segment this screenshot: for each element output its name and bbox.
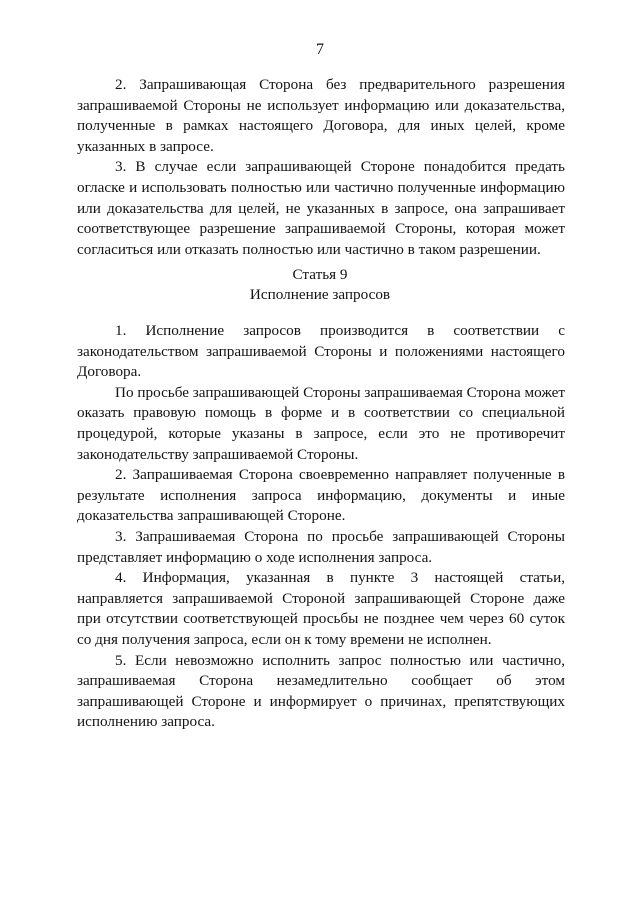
paragraph-8-3: 3. В случае если запрашивающей Стороне понадобится предать огласке и использовать полностью или частично полученные информацию или доказательства для целей, не указанных в запросе, она запрашивает соответствующее разрешение запрашиваемой Стороны, которая может согласиться или отказать полностью или частично в таком разрешении. xyxy=(77,158,565,258)
article-number: Статья 9 xyxy=(292,266,348,283)
article-9-body xyxy=(77,321,565,733)
paragraph-9-1-addendum: По просьбе запрашивающей Стороны запрашиваемая Сторона может оказать правовую помощь в форме и в соответствии со специальной процедурой, которые указаны в запросе, если это не противоречит законодательству запрашиваемой Стороны. xyxy=(77,383,565,463)
paragraph-9-2: 2. Запрашиваемая Сторона своевременно направляет полученные в результате исполнения запроса информацию, документы и иные доказательства запрашивающей Стороне. xyxy=(77,466,565,525)
paragraph-9-1: 1. Исполнение запросов производится в соответствии с законодательством запрашиваемой Стороны и положениями настоящего Договора. xyxy=(77,322,565,381)
paragraph-9-3: 3. Запрашиваемая Сторона по просьбе запрашивающей Стороны представляет информацию о ходе исполнения запроса. xyxy=(77,527,565,566)
paragraph-8-2: 2. Запрашивающая Сторона без предварительного разрешения запрашиваемой Стороны не использует информацию или доказательства, полученные в рамках настоящего Договора, для иных целей, кроме указанных в запросе. xyxy=(77,76,565,155)
article-8-continuation xyxy=(77,75,565,260)
page-number: 7 xyxy=(316,41,324,58)
article-title: Исполнение запросов xyxy=(249,286,391,303)
paragraph-9-5: 5. Если невозможно исполнить запрос полностью или частично, запрашиваемая Сторона незамедлительно сообщает об этом запрашивающей Стороне и информирует о причинах, препятствующих исполнению запроса. xyxy=(77,651,565,731)
paragraph-9-4: 4. Информация, указанная в пункте 3 настоящей статьи, направляется запрашиваемой Стороной запрашивающей Стороне даже при отсутствии соответствующей просьбы не позднее чем через 60 суток со дня получения запроса, если он к тому времени не исполнен. xyxy=(77,569,565,648)
